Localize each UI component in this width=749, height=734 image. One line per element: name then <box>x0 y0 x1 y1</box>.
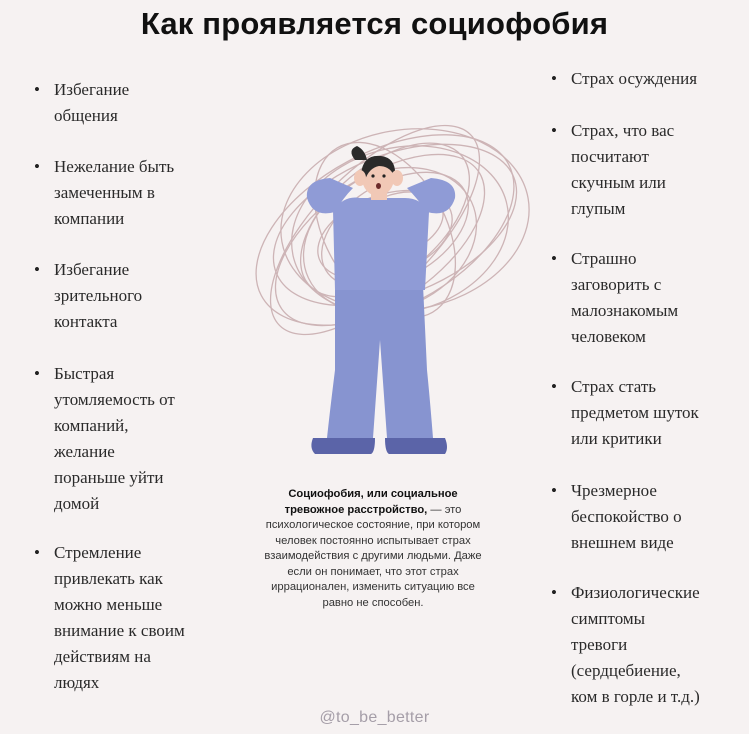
list-item: • Стремление привлекать как можно меньше внимание к своим действиям на людях <box>54 540 185 696</box>
list-item: • Быстрая утомляемость от компаний, желание пораньше уйти домой <box>54 361 175 517</box>
list-item: • Страшно заговорить с малознакомым человеком <box>571 246 678 350</box>
bullet: • <box>551 481 557 500</box>
author-handle: @to_be_better <box>319 709 430 726</box>
bullet: • <box>551 69 557 88</box>
list-item: • Страх осуждения <box>571 66 697 92</box>
list-item: • Нежелание быть замеченным в компании <box>54 154 174 232</box>
bullet: • <box>34 80 40 99</box>
person <box>307 146 455 454</box>
list-item: • Избегание общения <box>54 77 129 129</box>
list-item: • Физиологические симптомы тревоги (сердцебиение, ком в горле и т.д.) <box>571 580 700 710</box>
page-title: Как проявляется социофобия <box>140 6 609 41</box>
description-text: — это психологическое состояние, при котором человек постоянно испытывает страх взаимодействия с другими людьми. Даже если он понимает, что этот страх иррационален, изменить ситуацию все равно не способен. <box>264 503 482 609</box>
anxious-person-illustration <box>235 80 555 480</box>
bullet: • <box>34 543 40 562</box>
socialphobia-description <box>263 487 483 611</box>
bullet: • <box>551 377 557 396</box>
description-term: Социофобия, или социальное тревожное расстройство, <box>284 488 458 516</box>
bullet: • <box>34 157 40 176</box>
list-item: • Чрезмерное беспокойство о внешнем виде <box>571 478 682 556</box>
bullet: • <box>551 121 557 140</box>
list-item: • Избегание зрительного контакта <box>54 257 142 335</box>
bullet: • <box>34 260 40 279</box>
bullet: • <box>551 583 557 602</box>
bullet: • <box>551 249 557 268</box>
bullet: • <box>34 364 40 383</box>
list-item: • Страх стать предметом шуток или критики <box>571 374 699 452</box>
list-item: • Страх, что вас посчитают скучным или глупым <box>571 118 674 222</box>
